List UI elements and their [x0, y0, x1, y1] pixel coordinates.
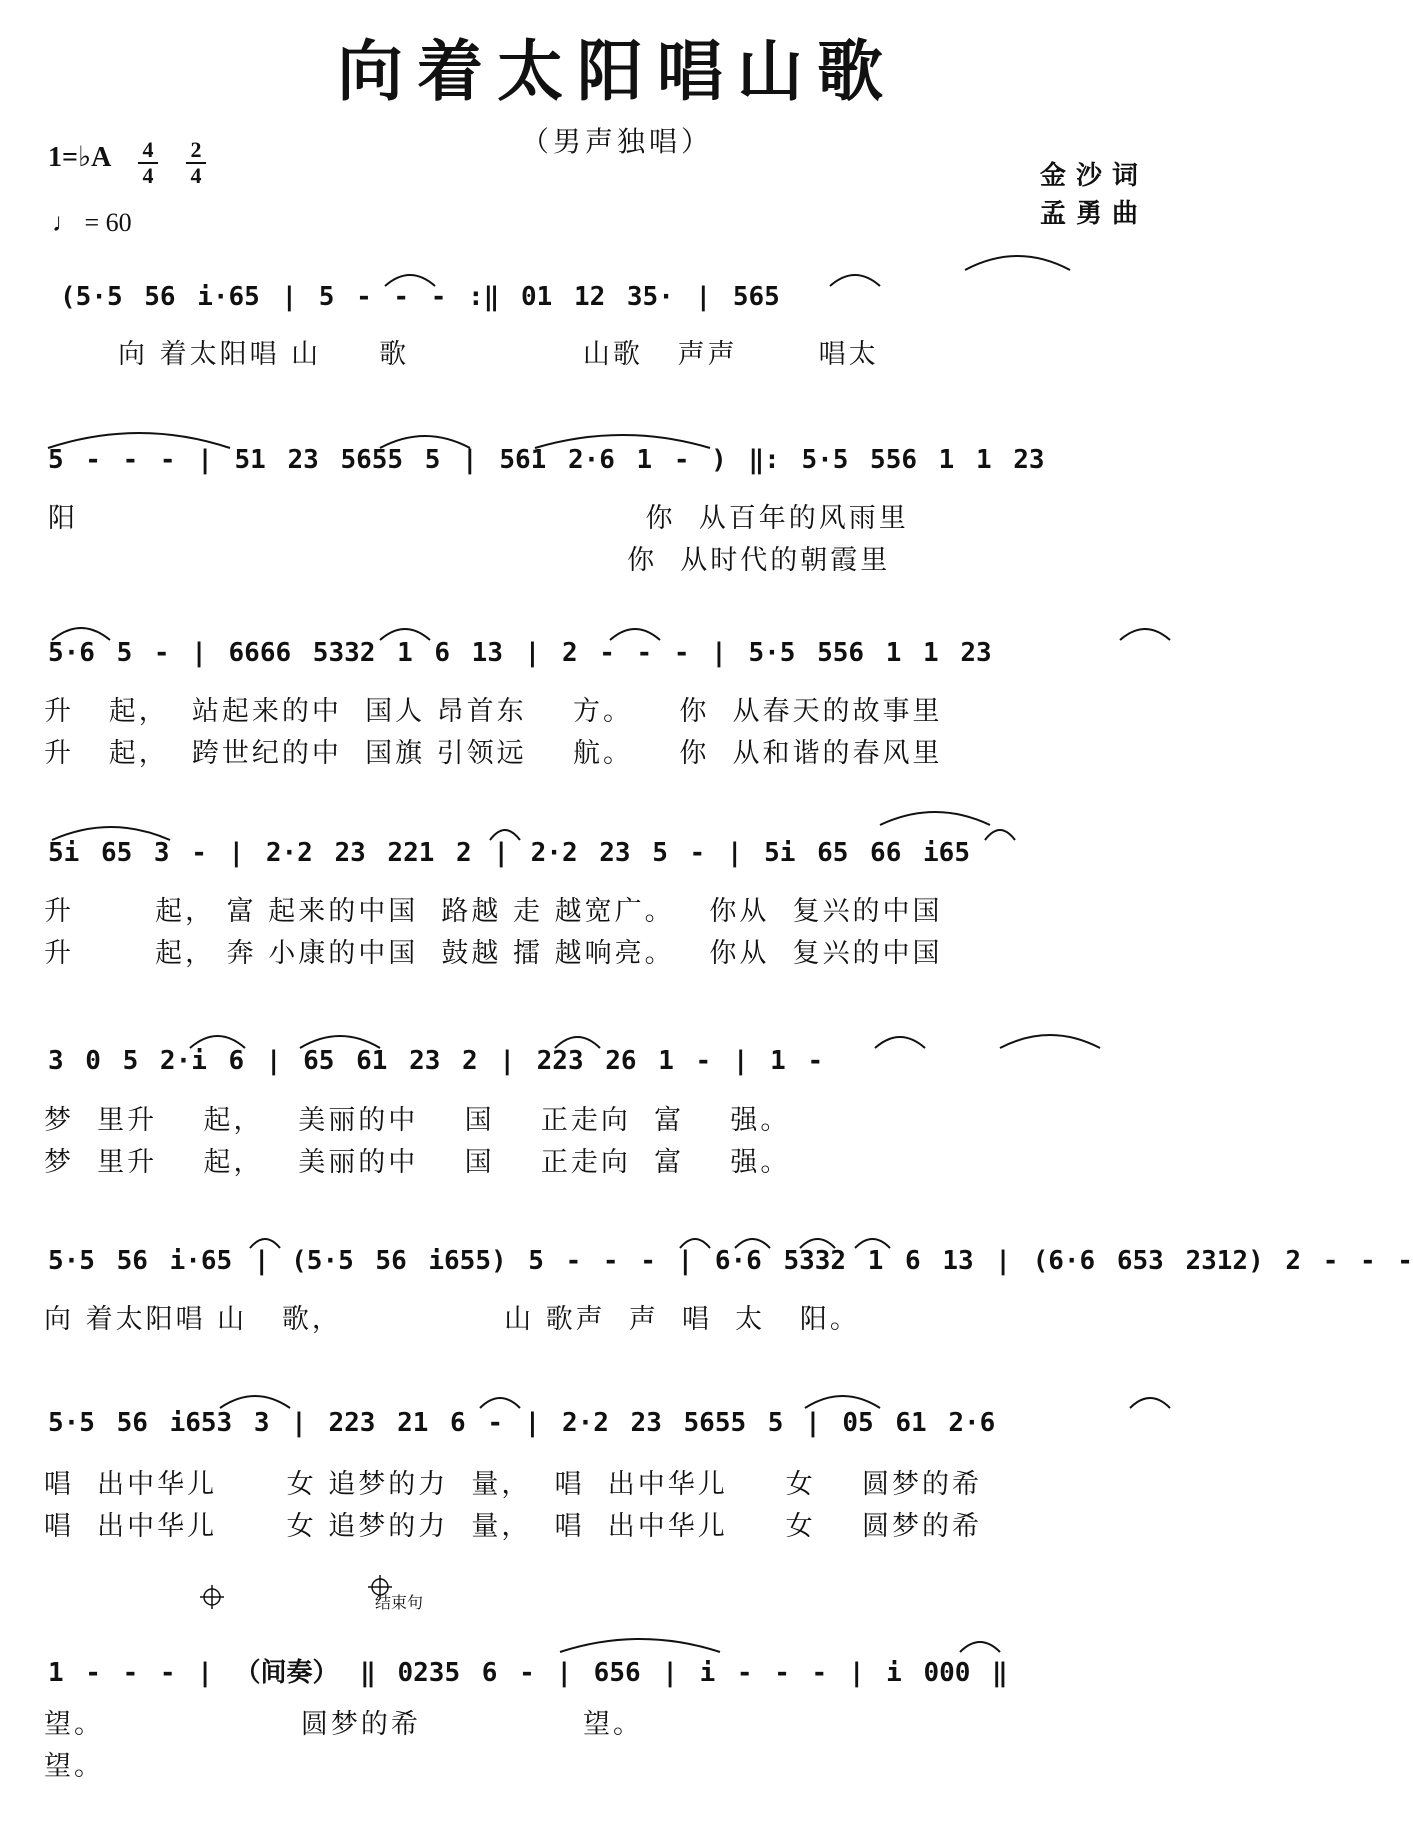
- lyricist-credit: 金沙词: [1040, 161, 1149, 191]
- page-title: 向着太阳唱山歌: [337, 33, 897, 110]
- slur-4c: [880, 812, 990, 825]
- system-2-lyrics-1: 阳 你 从百年的风雨里: [48, 503, 909, 534]
- slur-4d: [985, 830, 1015, 840]
- system-7-lyrics-1: 唱 出中华儿 女 追梦的力 量， 唱 出中华儿 女 圆梦的希: [44, 1469, 982, 1500]
- slur-7a: [220, 1396, 290, 1408]
- system-6-notes: 5·5 56 i·65 | (5·5 56 i655) 5 - - - | 6·6 5332 1 6 13 | (6·6 653 2312) 2 - - -: [48, 1246, 1413, 1276]
- system-8-lyrics-2: 望。: [44, 1751, 104, 1782]
- system-8-lyrics-1: 望。 圆梦的希 望。: [44, 1709, 644, 1740]
- slur-7c: [805, 1396, 880, 1408]
- system-1-notes: (5·5 56 i·65 | 5 - - - :‖ 01 12 35· | 565: [60, 282, 780, 312]
- slur-7d: [1130, 1398, 1170, 1408]
- system-4-lyrics-1: 升 起， 富 起来的中国 路越 走 越宽广。 你从 复兴的中国: [44, 896, 943, 927]
- system-3-lyrics-1: 升 起， 站起来的中 国人 昂首东 方。 你 从春天的故事里: [44, 696, 943, 727]
- slur-5d: [875, 1037, 925, 1048]
- slur-3d: [1120, 629, 1170, 640]
- slur-7b: [480, 1398, 520, 1408]
- system-8-notes: 1 - - - | （间奏） ‖ 0235 6 - | 656 | i - - - | i 000 ‖: [48, 1658, 1008, 1688]
- system-2-notes: 5 - - - | 51 23 5655 5 | 561 2·6 1 - ) ‖: 5·5 556 1 1 23: [48, 445, 1045, 475]
- system-7-lyrics-2: 唱 出中华儿 女 追梦的力 量， 唱 出中华儿 女 圆梦的希: [44, 1511, 982, 1542]
- slur-1b: [830, 275, 880, 286]
- system-2-lyrics-2: 你 从时代的朝霞里: [48, 545, 891, 576]
- time-signature-2-4: 2 4: [186, 138, 206, 188]
- coda-symbol-1: [200, 1585, 224, 1609]
- system-6-lyrics-1: 向 着太阳唱 山 歌， 山 歌声 声 唱 太 阳。: [44, 1304, 860, 1335]
- system-3-lyrics-2: 升 起， 跨世纪的中 国旗 引领远 航。 你 从和谐的春风里: [44, 738, 943, 769]
- composer-credit: 孟勇曲: [1040, 199, 1149, 229]
- slur-8b: [960, 1642, 1000, 1652]
- slur-1c: [965, 256, 1070, 270]
- coda-label: 结束句: [375, 1593, 424, 1612]
- slur-8a: [560, 1639, 720, 1652]
- tempo-marking: ♩ = 60: [52, 208, 132, 237]
- system-3-notes: 5·6 5 - | 6666 5332 1 6 13 | 2 - - - | 5·5 556 1 1 23: [48, 638, 992, 668]
- system-7-notes: 5·5 56 i653 3 | 223 21 6 - | 2·2 23 5655 5 | 05 61 2·6: [48, 1408, 996, 1438]
- key-signature: 1=♭A: [48, 142, 112, 173]
- system-4-lyrics-2: 升 起， 奔 小康的中国 鼓越 擂 越响亮。 你从 复兴的中国: [44, 938, 943, 969]
- system-1-lyrics-1: 向 着太阳唱 山 歌 山歌 声声 唱太: [118, 339, 879, 370]
- slur-5e: [1000, 1035, 1100, 1048]
- time-signature-4-4: 4 4: [138, 138, 158, 188]
- system-5-lyrics-2: 梦 里升 起， 美丽的中 国 正走向 富 强。: [44, 1147, 791, 1178]
- system-5-lyrics-1: 梦 里升 起， 美丽的中 国 正走向 富 强。: [44, 1105, 791, 1136]
- subtitle: （男声独唱）: [520, 125, 713, 158]
- system-5-notes: 3 0 5 2·i 6 | 65 61 23 2 | 223 26 1 - | 1 -: [48, 1046, 824, 1076]
- system-4-notes: 5i 65 3 - | 2·2 23 221 2 | 2·2 23 5 - | 5i 65 66 i65: [48, 838, 970, 868]
